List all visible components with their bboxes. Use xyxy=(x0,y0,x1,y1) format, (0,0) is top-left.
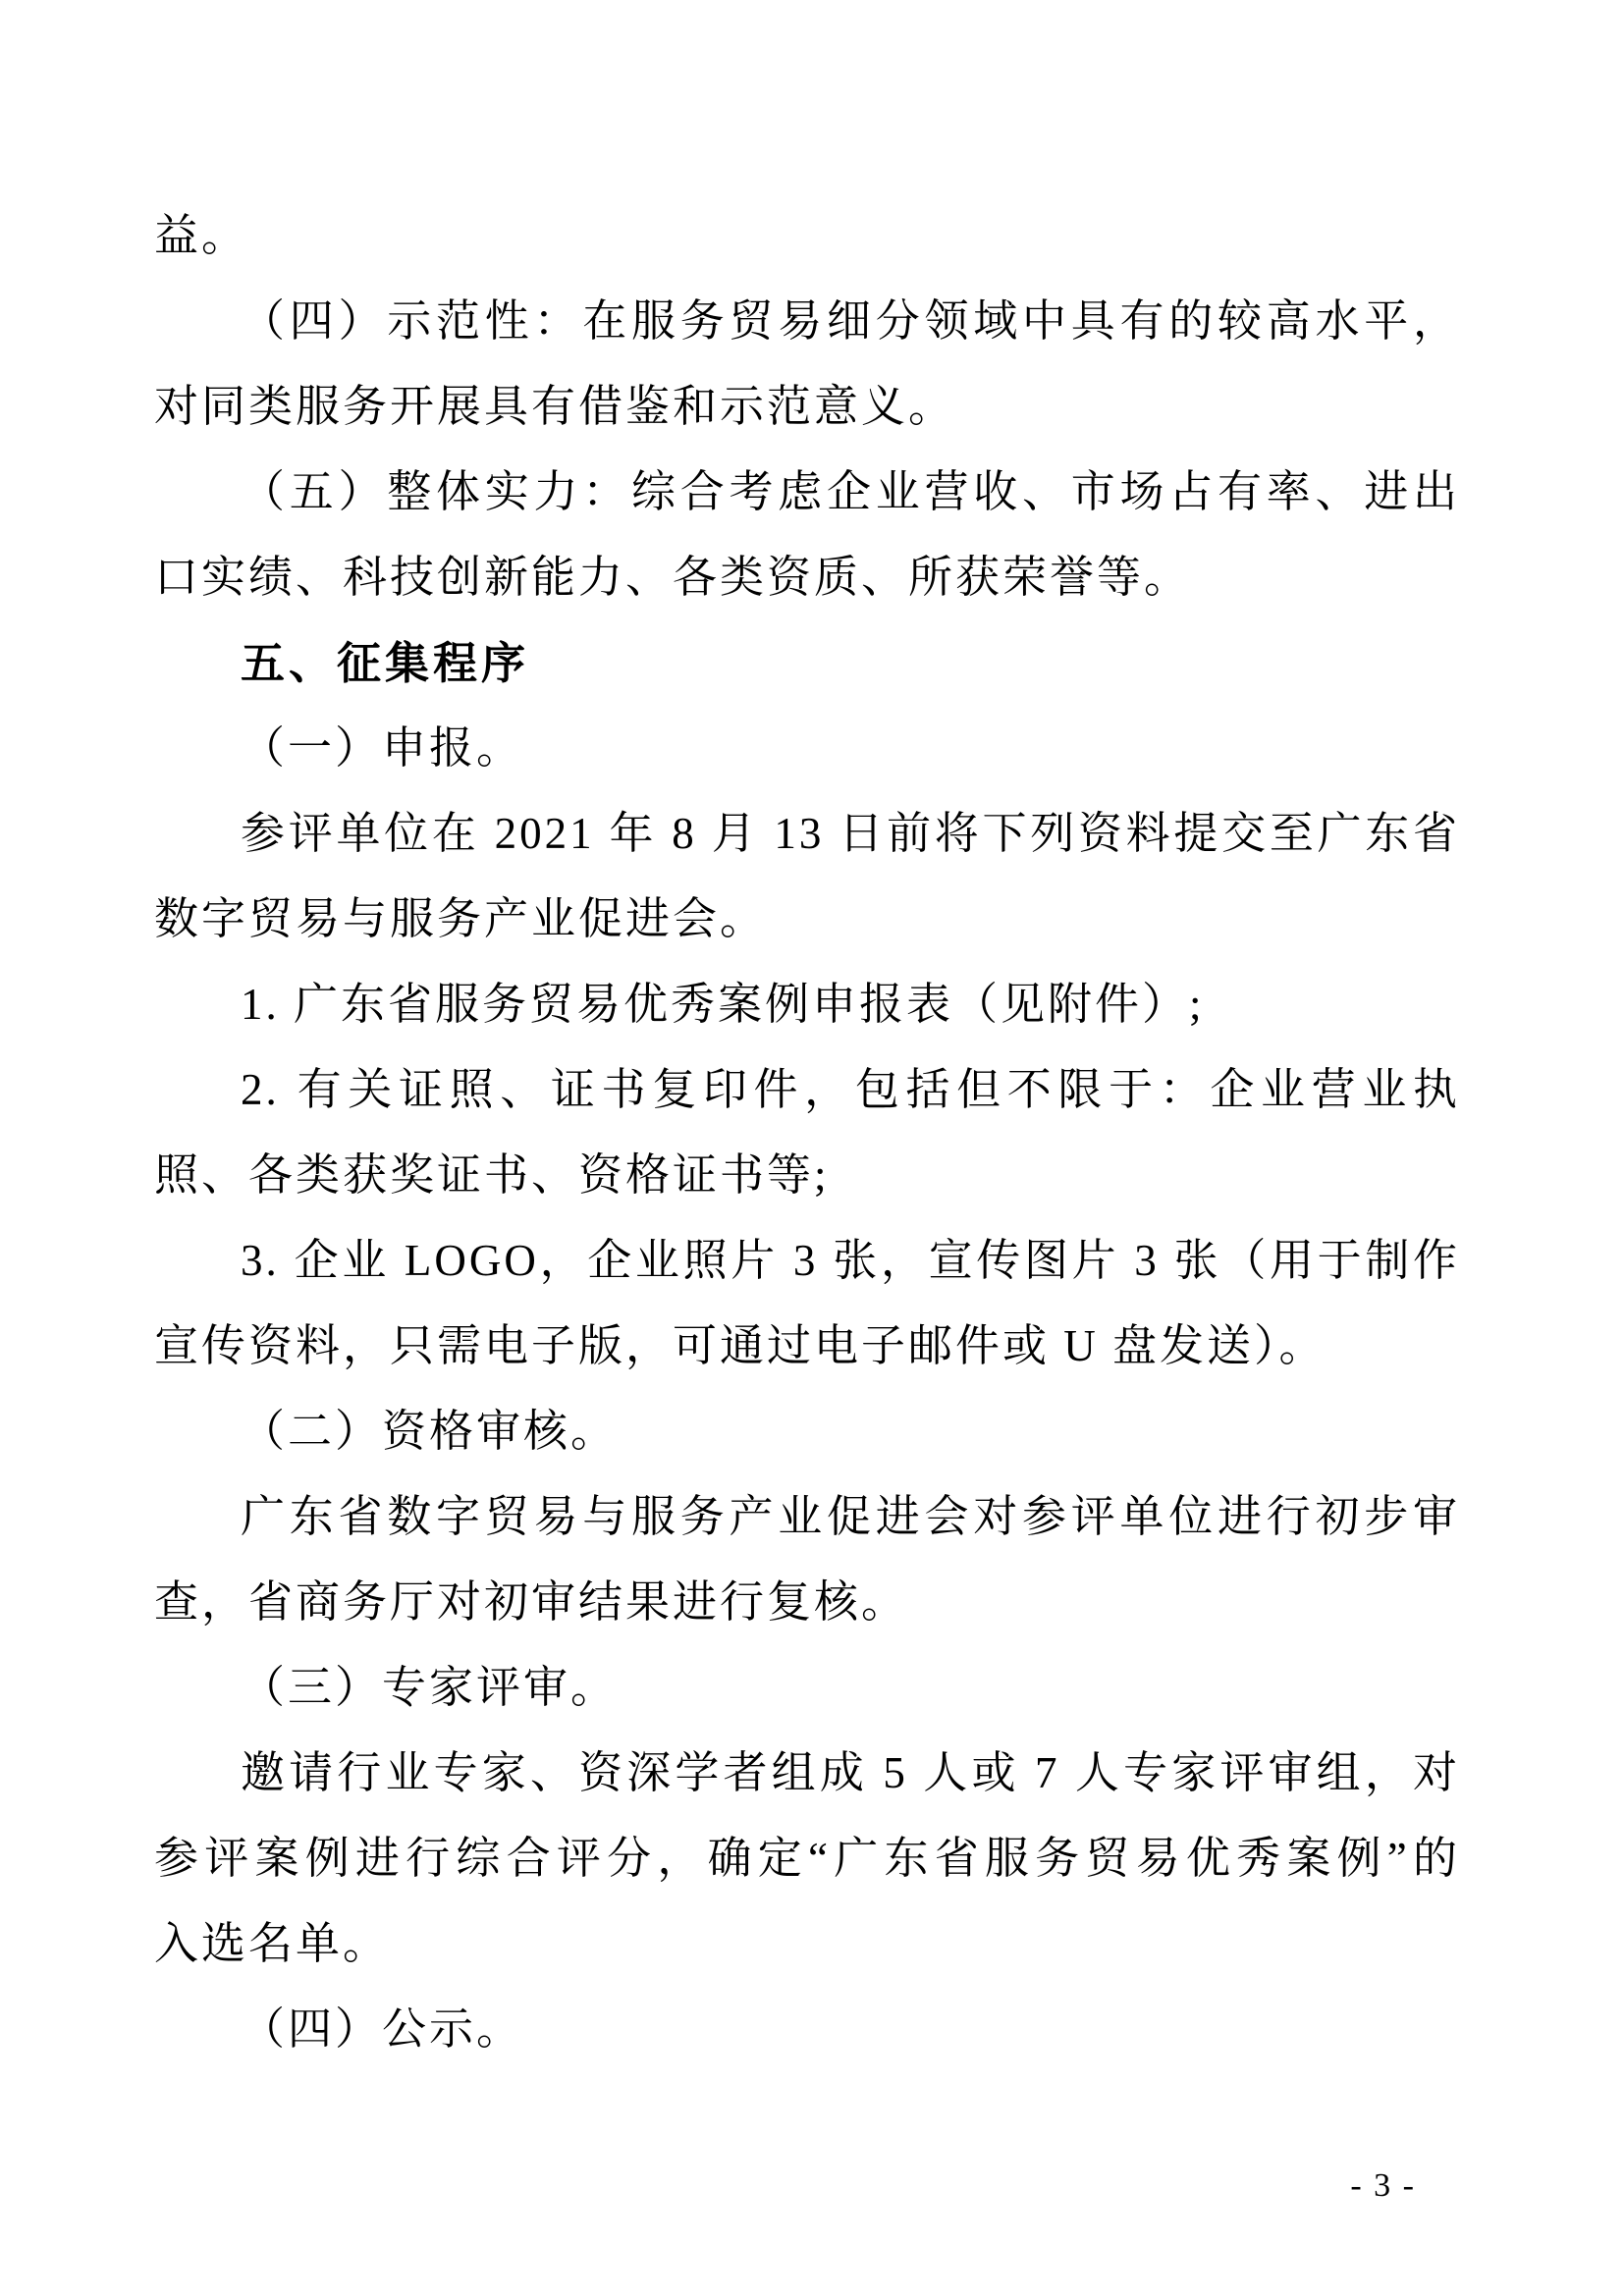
document-line: 参评案例进行综合评分，确定“广东省服务贸易优秀案例”的 xyxy=(154,1834,1460,1883)
document-line: 照、各类获奖证书、资格证书等; xyxy=(154,1150,830,1200)
document-line: 数字贸易与服务产业促进会。 xyxy=(154,894,768,943)
section-heading: 五、征集程序 xyxy=(241,638,530,688)
document-line: 查，省商务厅对初审结果进行复核。 xyxy=(154,1577,909,1627)
document-line: 2. 有关证照、证书复印件，包括但不限于：企业营业执 xyxy=(241,1065,1460,1114)
document-line: 参评单位在 2021 年 8 月 13 日前将下列资料提交至广东省 xyxy=(241,809,1460,858)
document-body xyxy=(154,193,1460,2072)
document-line: （一）申报。 xyxy=(241,723,524,773)
document-line: 广东省数字贸易与服务产业促进会对参评单位进行初步审 xyxy=(241,1492,1460,1541)
page-number: - 3 - xyxy=(1350,2167,1416,2204)
document-line: 3. 企业 LOGO，企业照片 3 张，宣传图片 3 张（用于制作 xyxy=(241,1236,1460,1285)
document-line: 入选名单。 xyxy=(154,1919,391,1968)
document-line: 对同类服务开展具有借鉴和示范意义。 xyxy=(154,382,956,431)
document-line: （三）专家评审。 xyxy=(241,1663,619,1712)
document-line: 1. 广东省服务贸易优秀案例申报表（见附件）; xyxy=(241,980,1205,1029)
document-line: 宣传资料，只需电子版，可通过电子邮件或 U 盘发送）。 xyxy=(154,1321,1326,1370)
document-line: 口实绩、科技创新能力、各类资质、所获荣誉等。 xyxy=(154,553,1192,602)
document-line: （四）示范性：在服务贸易细分领域中具有的较高水平， xyxy=(241,296,1460,346)
document-line: （五）整体实力：综合考虑企业营收、市场占有率、进出 xyxy=(241,467,1460,516)
document-line: 益。 xyxy=(154,211,249,260)
document-line: 邀请行业专家、资深学者组成 5 人或 7 人专家评审组，对 xyxy=(241,1748,1460,1797)
document-line: （二）资格审核。 xyxy=(241,1407,619,1456)
document-line: （四）公示。 xyxy=(241,2004,524,2054)
